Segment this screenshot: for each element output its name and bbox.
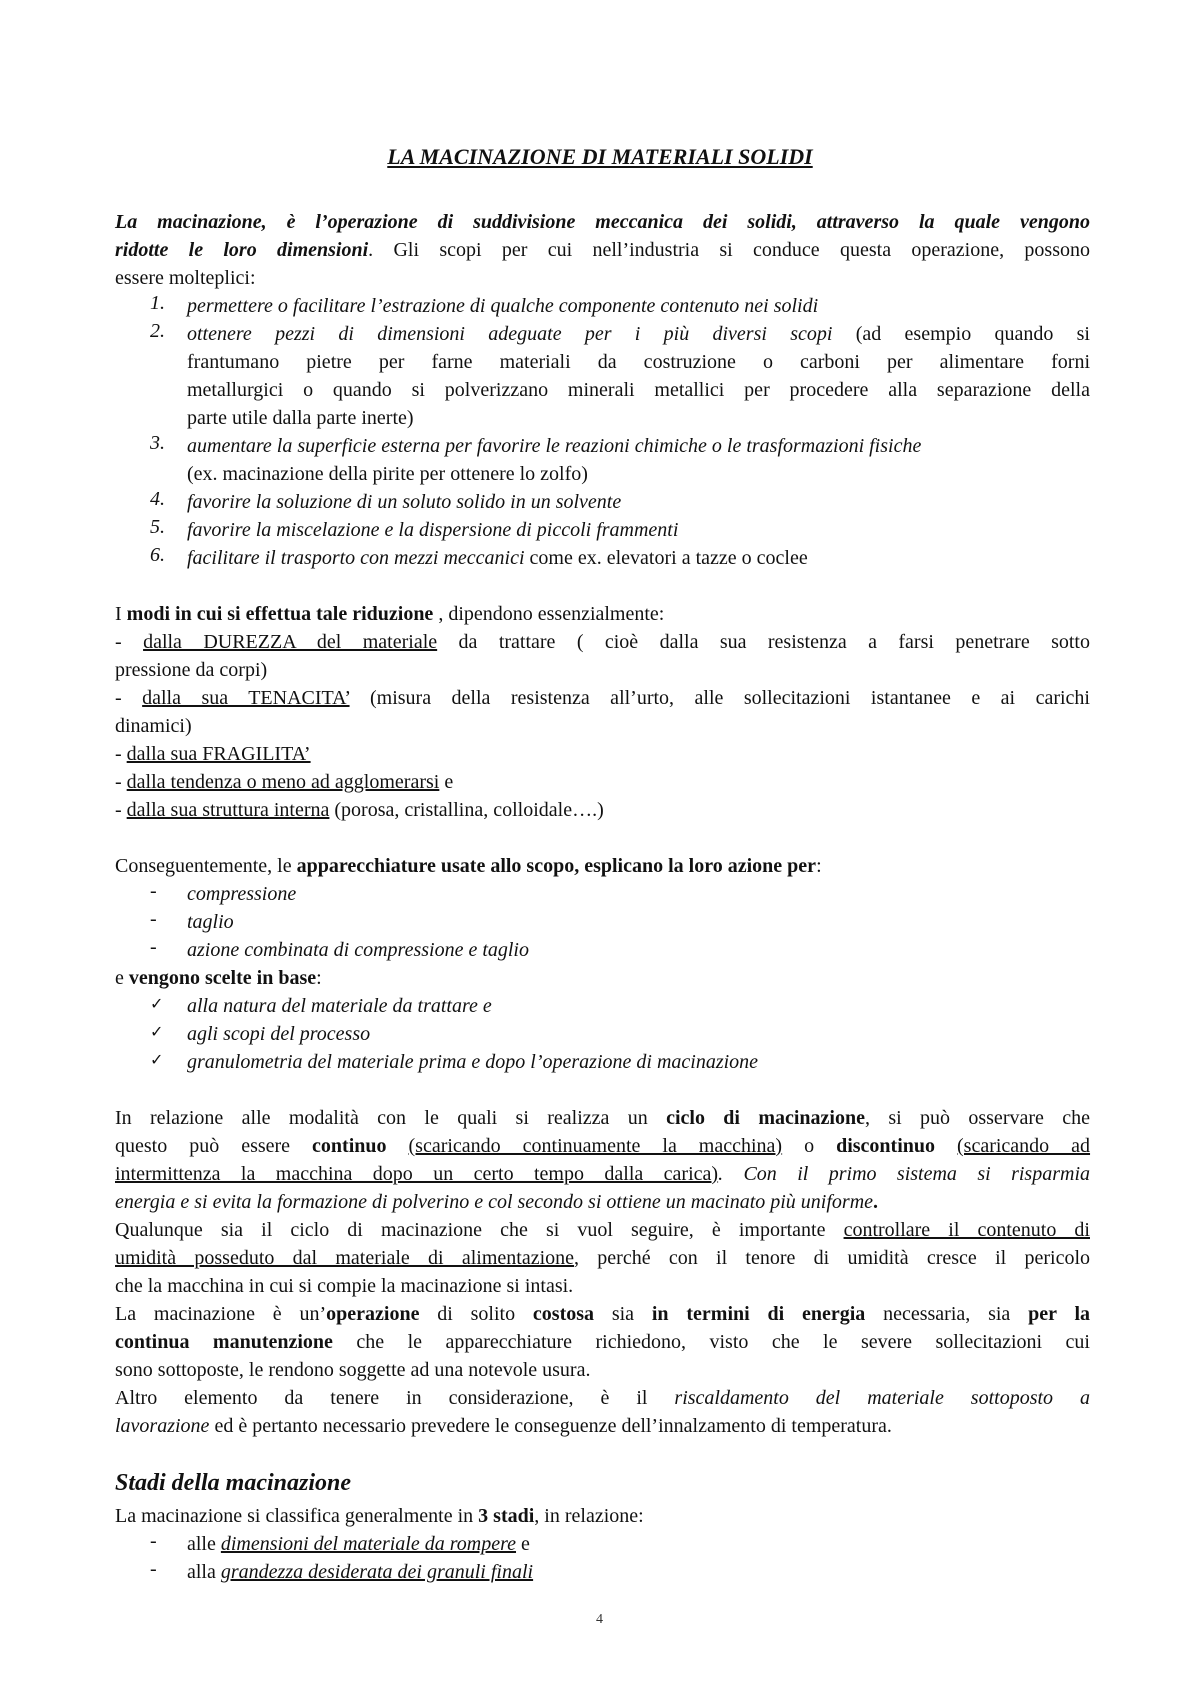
- cycle-para-line: lavorazione ed è pertanto necessario prevedere le conseguenze dell’innalzamento di temperatura.: [115, 1415, 892, 1437]
- apparatus-intro: Conseguentemente, le apparecchiature usate allo scopo, esplicano la loro azione per:: [115, 855, 822, 877]
- dash-bullet: -: [150, 1558, 157, 1580]
- stages-intro: La macinazione si classifica generalmente in 3 stadi, in relazione:: [115, 1505, 644, 1527]
- check-icon: ✓: [150, 996, 164, 1013]
- action-item: azione combinata di compressione e taglio: [187, 939, 529, 961]
- mode-item: - dalla DUREZZA del materiale da trattare ( cioè dalla sua resistenza a farsi penetrare sotto: [115, 631, 1090, 653]
- list-item-cont: frantumano pietre per farne materiali da costruzione o carboni per alimentare forni: [187, 351, 1090, 373]
- criteria-item: granulometria del materiale prima e dopo l’operazione di macinazione: [187, 1051, 759, 1073]
- mode-item: - dalla sua FRAGILITA’: [115, 743, 311, 765]
- dash-bullet: -: [150, 1530, 157, 1552]
- action-item: compressione: [187, 883, 297, 905]
- stage-item: alle dimensioni del materiale da rompere e: [187, 1533, 530, 1555]
- dash-bullet: -: [150, 880, 157, 902]
- dash-bullet: -: [150, 908, 157, 930]
- cycle-para-line: Qualunque sia il ciclo di macinazione che si vuol seguire, è importante controllare il contenuto di: [115, 1219, 1090, 1241]
- mode-item: - dalla sua TENACITA’ (misura della resistenza all’urto, alle sollecitazioni istantanee e ai carichi: [115, 687, 1090, 709]
- cycle-para-line: umidità posseduto dal materiale di alimentazione, perché con il tenore di umidità cresce il pericolo: [115, 1247, 1090, 1269]
- list-item: permettere o facilitare l’estrazione di qualche componente contenuto nei solidi: [187, 295, 819, 317]
- action-item: taglio: [187, 911, 234, 933]
- cycle-para-line: intermittenza la macchina dopo un certo tempo dalla carica). Con il primo sistema si risparmia: [115, 1163, 1091, 1185]
- list-item: favorire la miscelazione e la dispersione di piccoli frammenti: [187, 519, 679, 541]
- choice-intro: e vengono scelte in base:: [115, 967, 322, 989]
- page-number: 4: [596, 1612, 603, 1627]
- intro-line-1: La macinazione, è l’operazione di suddivisione meccanica dei solidi, attraverso la quale vengono: [115, 211, 1090, 233]
- list-number: 4.: [150, 488, 165, 510]
- cycle-para-line: continua manutenzione che le apparecchiature richiedono, visto che le severe sollecitazioni cui: [115, 1331, 1090, 1353]
- list-item: favorire la soluzione di un soluto solido in un solvente: [187, 491, 622, 513]
- list-item: ottenere pezzi di dimensioni adeguate per i più diversi scopi (ad esempio quando si: [187, 323, 1090, 345]
- dash-bullet: -: [150, 936, 157, 958]
- list-item-cont: (ex. macinazione della pirite per ottenere lo zolfo): [187, 463, 588, 485]
- section-heading: Stadi della macinazione: [115, 1470, 352, 1496]
- intro-line-3: essere molteplici:: [115, 267, 256, 289]
- cycle-para-line: questo può essere continuo (scaricando continuamente la macchina) o discontinuo (scaricando ad: [115, 1135, 1091, 1157]
- cycle-para-line: che la macchina in cui si compie la macinazione si intasi.: [115, 1275, 574, 1297]
- list-number: 3.: [150, 432, 165, 454]
- criteria-item: alla natura del materiale da trattare e: [187, 995, 492, 1017]
- check-icon: ✓: [150, 1052, 164, 1069]
- list-item: facilitare il trasporto con mezzi meccanici come ex. elevatori a tazze o coclee: [187, 547, 808, 569]
- cycle-para-line: energia e si evita la formazione di polverino e col secondo si ottiene un macinato più uniforme.: [115, 1191, 879, 1213]
- intro-line-2: ridotte le loro dimensioni. Gli scopi per cui nell’industria si conduce questa operazione, possono: [115, 239, 1090, 261]
- criteria-item: agli scopi del processo: [187, 1023, 371, 1045]
- cycle-para-line: Altro elemento da tenere in considerazione, è il riscaldamento del materiale sottoposto a: [115, 1387, 1090, 1409]
- cycle-para-line: sono sottoposte, le rendono soggette ad una notevole usura.: [115, 1359, 591, 1381]
- list-number: 1.: [150, 292, 165, 314]
- mode-item: - dalla sua struttura interna (porosa, cristallina, colloidale….): [115, 799, 604, 821]
- modes-intro: I modi in cui si effettua tale riduzione , dipendono essenzialmente:: [115, 603, 665, 625]
- list-number: 6.: [150, 544, 165, 566]
- list-number: 2.: [150, 320, 165, 342]
- page-title: LA MACINAZIONE DI MATERIALI SOLIDI: [387, 144, 813, 169]
- cycle-para-line: La macinazione è un’operazione di solito costosa sia in termini di energia necessaria, sia per la: [115, 1303, 1091, 1325]
- mode-item: - dalla tendenza o meno ad agglomerarsi e: [115, 771, 454, 793]
- list-number: 5.: [150, 516, 165, 538]
- list-item-cont: parte utile dalla parte inerte): [187, 407, 414, 429]
- cycle-para-line: In relazione alle modalità con le quali si realizza un ciclo di macinazione, si può osservare che: [115, 1107, 1090, 1129]
- mode-item-cont: pressione da corpi): [115, 659, 268, 681]
- list-item: aumentare la superficie esterna per favorire le reazioni chimiche o le trasformazioni fisiche: [187, 435, 922, 457]
- stage-item: alla grandezza desiderata dei granuli finali: [187, 1561, 534, 1583]
- list-item-cont: metallurgici o quando si polverizzano minerali metallici per procedere alla separazione della: [187, 379, 1090, 401]
- mode-item-cont: dinamici): [115, 715, 192, 737]
- check-icon: ✓: [150, 1024, 164, 1041]
